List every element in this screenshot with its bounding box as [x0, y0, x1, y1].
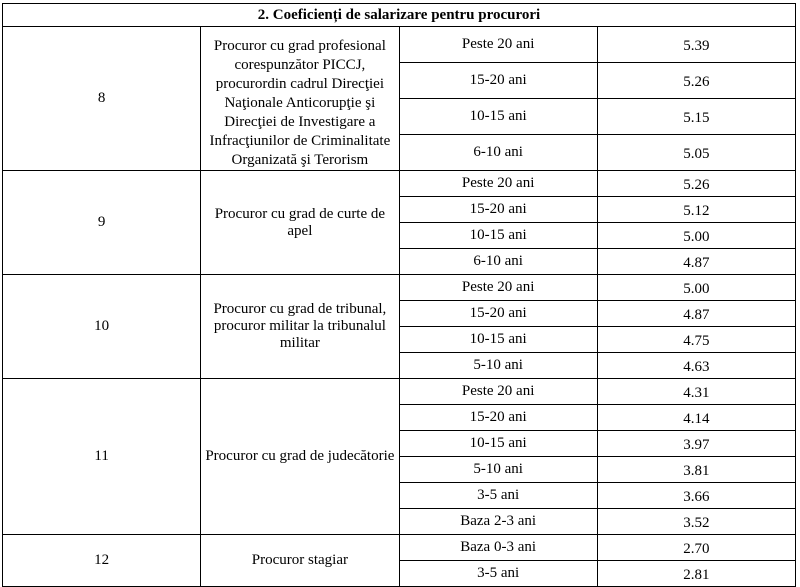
position-description: Procuror cu grad de tribunal, procuror militar la tribunalul militar — [201, 275, 399, 379]
coefficient-cell: 5.15 — [597, 99, 795, 135]
seniority-cell: 10-15 ani — [399, 99, 597, 135]
seniority-cell: Peste 20 ani — [399, 275, 597, 301]
seniority-cell: Baza 0-3 ani — [399, 535, 597, 561]
seniority-cell: Peste 20 ani — [399, 379, 597, 405]
coefficient-cell: 4.63 — [597, 353, 795, 379]
position-description: Procuror cu grad profesional corespunzător PICCJ, procurordin cadrul Direcţiei Naţionale Anticorupţie şi Direcţiei de Investigare a Infracţiunilor de Criminalitate Organizată şi Terorism — [201, 27, 399, 171]
seniority-cell: 15-20 ani — [399, 301, 597, 327]
table-row — [3, 275, 796, 301]
seniority-cell: 5-10 ani — [399, 457, 597, 483]
table-title: 2. Coeficienți de salarizare pentru procurori — [3, 4, 796, 27]
coefficient-cell: 5.26 — [597, 171, 795, 197]
seniority-cell: 5-10 ani — [399, 353, 597, 379]
table-header-row — [3, 4, 796, 27]
coefficient-cell: 4.31 — [597, 379, 795, 405]
coefficient-cell: 5.26 — [597, 63, 795, 99]
seniority-cell: 15-20 ani — [399, 197, 597, 223]
seniority-cell: 3-5 ani — [399, 561, 597, 587]
seniority-cell: 15-20 ani — [399, 63, 597, 99]
coefficient-cell: 4.75 — [597, 327, 795, 353]
seniority-cell: 15-20 ani — [399, 405, 597, 431]
row-number: 11 — [3, 379, 201, 535]
position-description: Procuror stagiar — [201, 535, 399, 587]
seniority-cell: Peste 20 ani — [399, 27, 597, 63]
coefficient-cell: 3.81 — [597, 457, 795, 483]
coefficient-cell: 5.00 — [597, 223, 795, 249]
coefficient-cell: 3.52 — [597, 509, 795, 535]
table-row — [3, 535, 796, 561]
row-number: 12 — [3, 535, 201, 587]
seniority-cell: 10-15 ani — [399, 327, 597, 353]
table-row — [3, 379, 796, 405]
row-number: 8 — [3, 27, 201, 171]
coefficient-cell: 3.66 — [597, 483, 795, 509]
coefficient-cell: 3.97 — [597, 431, 795, 457]
coefficient-cell: 5.00 — [597, 275, 795, 301]
coefficient-cell: 2.81 — [597, 561, 795, 587]
row-number: 9 — [3, 171, 201, 275]
coefficient-cell: 4.87 — [597, 249, 795, 275]
position-description: Procuror cu grad de curte de apel — [201, 171, 399, 275]
position-description: Procuror cu grad de judecătorie — [201, 379, 399, 535]
row-number: 10 — [3, 275, 201, 379]
seniority-cell: 10-15 ani — [399, 223, 597, 249]
coefficient-cell: 5.12 — [597, 197, 795, 223]
seniority-cell: 10-15 ani — [399, 431, 597, 457]
coefficient-cell: 4.14 — [597, 405, 795, 431]
seniority-cell: 6-10 ani — [399, 249, 597, 275]
coefficient-cell: 2.70 — [597, 535, 795, 561]
table-row — [3, 27, 796, 63]
seniority-cell: Baza 2-3 ani — [399, 509, 597, 535]
seniority-cell: 3-5 ani — [399, 483, 597, 509]
coefficient-cell: 4.87 — [597, 301, 795, 327]
coefficient-cell: 5.05 — [597, 135, 795, 171]
table-row — [3, 171, 796, 197]
salary-coefficients-table — [2, 3, 796, 587]
seniority-cell: Peste 20 ani — [399, 171, 597, 197]
seniority-cell: 6-10 ani — [399, 135, 597, 171]
coefficient-cell: 5.39 — [597, 27, 795, 63]
